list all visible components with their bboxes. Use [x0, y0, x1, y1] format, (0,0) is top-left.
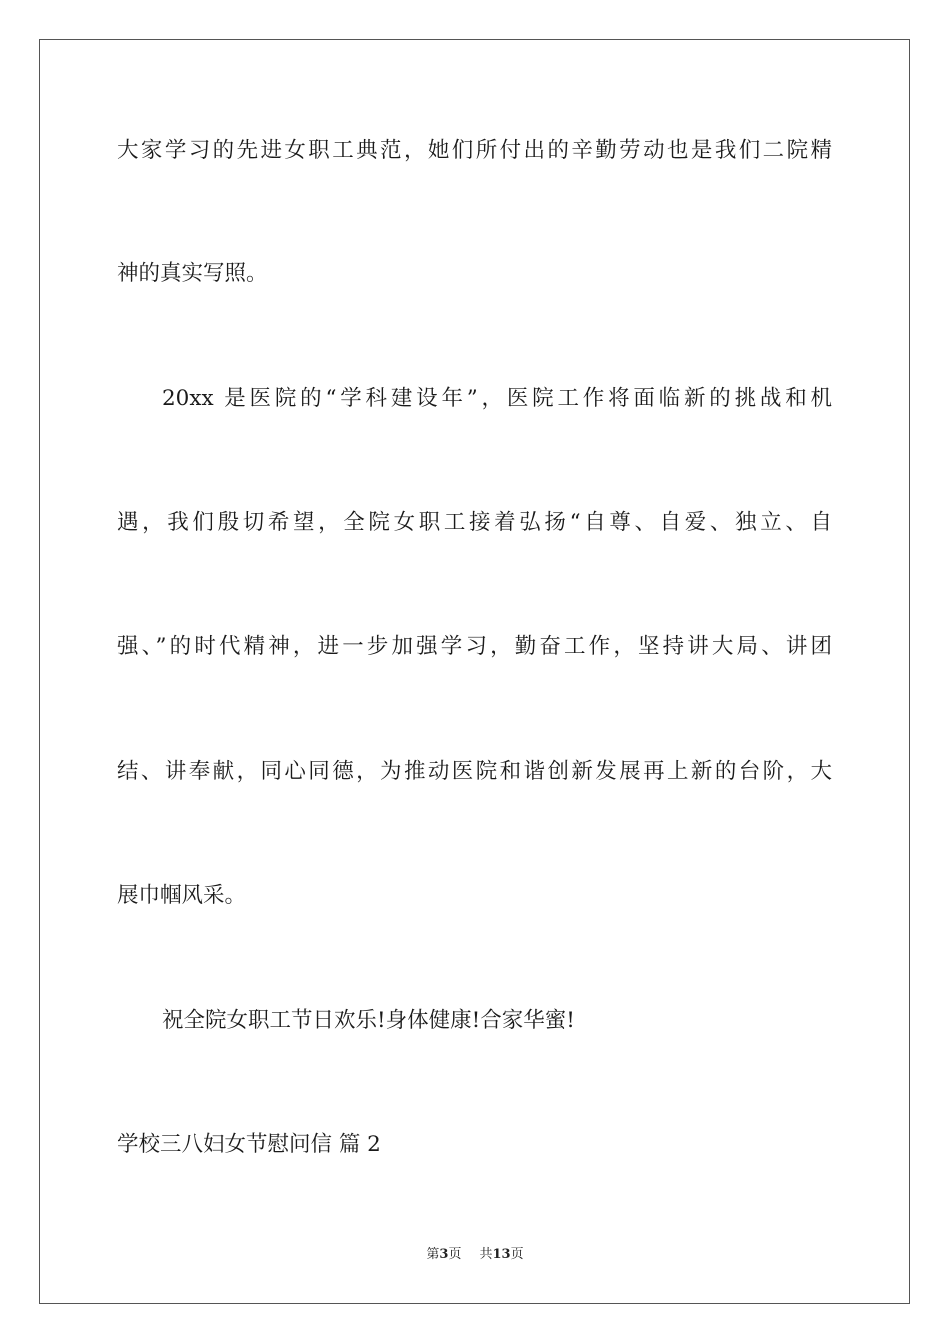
footer-total-suffix: 页 [510, 1247, 524, 1262]
body-line-3: 20xx 是医院的“学科建设年”，医院工作将面临新的挑战和机 [162, 386, 832, 411]
footer-total-prefix: 共 [479, 1247, 493, 1262]
page-footer [0, 1246, 950, 1264]
body-line-5: 强、”的时代精神，进一步加强学习，勤奋工作，坚持讲大局、讲团 [117, 634, 832, 659]
body-line-7: 展巾帼风采。 [117, 883, 247, 908]
footer-page-current: 3 [439, 1247, 449, 1262]
footer-total-pages: 13 [492, 1247, 511, 1262]
section-heading: 学校三八妇女节慰问信 篇 2 [117, 1132, 381, 1157]
body-line-4: 遇，我们殷切希望，全院女职工接着弘扬“自尊、自爱、独立、自 [117, 510, 832, 535]
closing-wish: 祝全院女职工节日欢乐!身体健康!合家华蜜! [162, 1008, 575, 1033]
body-line-2: 神的真实写照。 [117, 261, 268, 286]
footer-page-suffix: 页 [448, 1247, 462, 1262]
footer-page-prefix: 第 [426, 1247, 440, 1262]
body-line-6: 结、讲奉献，同心同德，为推动医院和谐创新发展再上新的台阶，大 [117, 759, 832, 784]
body-line-1: 大家学习的先进女职工典范，她们所付出的辛勤劳动也是我们二院精 [117, 138, 832, 163]
page-border [39, 39, 910, 1304]
